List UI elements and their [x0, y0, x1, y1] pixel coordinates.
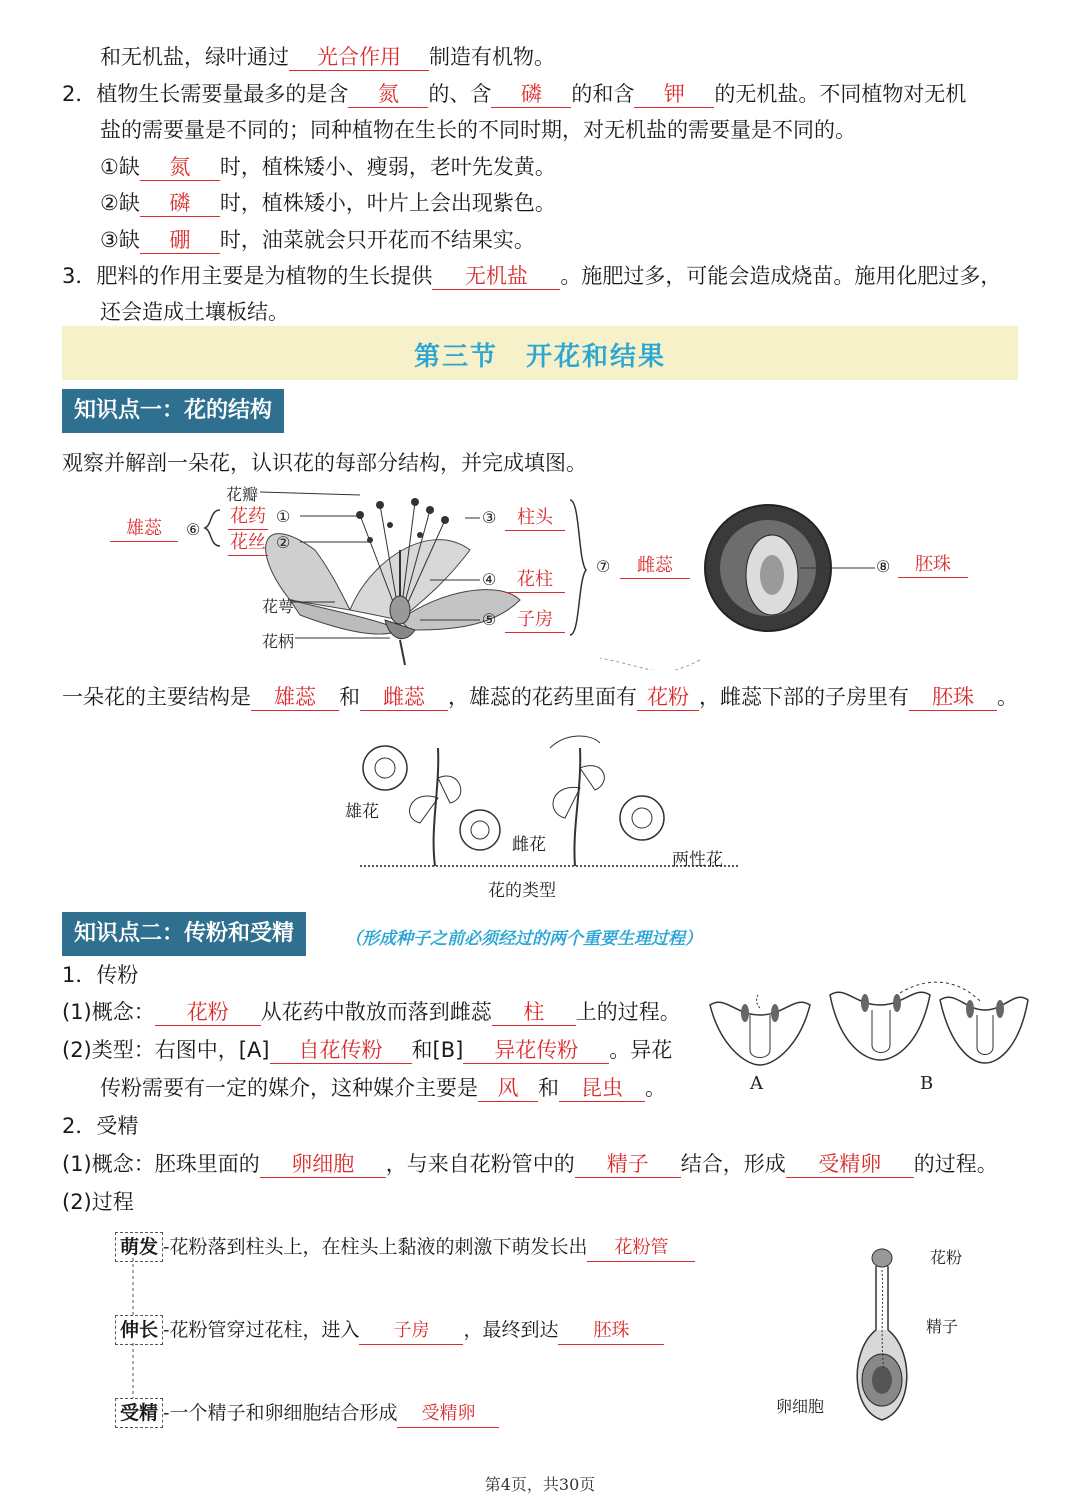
label-egg-cell: 卵细胞 [776, 1397, 825, 1416]
pollination-media: 传粉需要有一定的媒介，这种媒介主要是 风 和 昆虫 。 [100, 1076, 666, 1100]
answer-blank[interactable]: 胚珠 [909, 684, 997, 711]
answer-blank[interactable]: 卵细胞 [260, 1151, 386, 1178]
label-pollen: 花粉 [930, 1248, 963, 1267]
figure-caption: 花的类型 [488, 881, 556, 901]
label-stamen-answer[interactable]: 雄蕊 [110, 517, 178, 542]
answer-blank[interactable]: 花粉 [155, 999, 261, 1026]
step-tag: 受精 [115, 1398, 163, 1428]
answer-blank[interactable]: 无机盐 [432, 263, 560, 290]
label-petal: 花瓣 [226, 485, 259, 504]
label-female-flower: 雌花 [512, 835, 546, 855]
answer-blank[interactable]: 异花传粉 [463, 1037, 609, 1064]
section-banner [62, 326, 1018, 380]
lack-item-3: ③缺 硼 时，油菜就会只开花而不结果实。 [100, 228, 535, 252]
answer-blank[interactable]: 硼 [140, 227, 220, 254]
process-step-elongation: 伸长 -花粉管穿过花柱，进入 子房 ，最终到达 胚珠 [115, 1315, 664, 1345]
label-pistil-answer[interactable]: 雌蕊 [620, 554, 690, 579]
label-male-flower: 雄花 [345, 802, 379, 822]
fertilization-concept: (1)概念：胚珠里面的 卵细胞 ，与来自花粉管中的 精子 结合，形成 受精卵 的过程。 [62, 1152, 998, 1176]
figure-label-a: A [750, 1073, 763, 1094]
label-number-1: ① [276, 507, 291, 526]
label-bisexual-flower: 两性花 [672, 850, 723, 870]
label-stigma-answer[interactable]: 柱头 [505, 506, 565, 531]
section-title: 第三节 开花和结果 [413, 342, 666, 372]
line-inorganic-salt: 和无机盐，绿叶通过 光合作用 制造有机物。 [100, 45, 555, 69]
label-filament-answer[interactable]: 花丝 [228, 531, 268, 556]
question-3: 3．肥料的作用主要是为植物的生长提供 无机盐 。施肥过多，可能会造成烧苗。施用化肥过多， [62, 264, 1002, 288]
answer-blank[interactable]: 柱 [492, 999, 576, 1026]
knowledge-point-2-note: （形成种子之前必须经过的两个重要生理过程） [345, 929, 702, 949]
label-number-2: ② [276, 533, 291, 552]
label-ovary-answer[interactable]: 子房 [505, 608, 565, 633]
label-number-7: ⑦ [596, 557, 611, 576]
label-number-6: ⑥ [186, 520, 201, 539]
answer-blank[interactable]: 受精卵 [786, 1151, 914, 1178]
pollination-types: (2)类型：右图中，[A] 自花传粉 和[B] 异花传粉 。异花 [62, 1038, 673, 1062]
answer-blank[interactable]: 受精卵 [397, 1401, 499, 1428]
answer-blank[interactable]: 氮 [140, 154, 220, 181]
page-footer: 第4页，共30页 [484, 1475, 596, 1494]
knowledge-point-2-badge: 知识点二：传粉和受精 [62, 912, 306, 956]
label-pedicel: 花柄 [262, 632, 295, 651]
question-3-cont: 还会造成土壤板结。 [100, 300, 289, 324]
flower-intro: 观察并解剖一朵花，认识花的每部分结构，并完成填图。 [62, 451, 587, 475]
heading-pollination: 1．传粉 [62, 963, 139, 987]
answer-blank[interactable]: 雄蕊 [251, 684, 339, 711]
flower-summary: 一朵花的主要结构是 雄蕊 和 雌蕊 ，雄蕊的花药里面有 花粉 ，雌蕊下部的子房里有 胚珠 。 [62, 685, 1018, 709]
question-2-cont: 盐的需要量是不同的；同种植物在生长的不同时期，对无机盐的需要量是不同的。 [100, 118, 856, 142]
answer-blank[interactable]: 花粉管 [587, 1235, 695, 1262]
answer-blank[interactable]: 磷 [140, 190, 220, 217]
answer-blank[interactable]: 风 [478, 1075, 538, 1102]
step-tag: 伸长 [115, 1315, 163, 1345]
answer-blank[interactable]: 胚珠 [558, 1318, 664, 1345]
flower-types-figure [350, 728, 750, 898]
step-tag: 萌发 [115, 1232, 163, 1262]
lack-item-1: ①缺 氮 时，植株矮小、瘦弱，老叶先发黄。 [100, 155, 556, 179]
answer-blank[interactable]: 子房 [359, 1318, 463, 1345]
process-step-germination: 萌发 -花粉落到柱头上，在柱头上黏液的刺激下萌发长出 花粉管 [115, 1232, 695, 1262]
answer-blank[interactable]: 自花传粉 [270, 1037, 412, 1064]
answer-blank[interactable]: 花粉 [637, 684, 699, 711]
label-number-8: ⑧ [876, 557, 891, 576]
heading-process: (2)过程 [62, 1190, 134, 1214]
label-number-3: ③ [482, 508, 497, 527]
label-anther-answer[interactable]: 花药 [228, 505, 268, 530]
label-number-4: ④ [482, 570, 497, 589]
label-number-5: ⑤ [482, 610, 497, 629]
pollination-figure [700, 975, 1030, 1075]
label-receptacle: 花萼 [262, 597, 295, 616]
lack-item-2: ②缺 磷 时，植株矮小，叶片上会出现紫色。 [100, 191, 556, 215]
answer-blank[interactable]: 昆虫 [559, 1075, 645, 1102]
answer-blank[interactable]: 精子 [575, 1151, 681, 1178]
answer-blank[interactable]: 磷 [491, 81, 571, 108]
answer-blank[interactable]: 雌蕊 [360, 684, 448, 711]
label-sperm: 精子 [926, 1317, 959, 1336]
question-2: 2．植物生长需要量最多的是含 氮 的、含 磷 的和含 钾 的无机盐。不同植物对无机 [62, 82, 967, 106]
fertilization-figure [840, 1240, 940, 1430]
label-style-answer[interactable]: 花柱 [505, 568, 565, 593]
process-step-fertilization: 受精 -一个精子和卵细胞结合形成 受精卵 [115, 1398, 499, 1428]
answer-blank[interactable]: 钾 [634, 81, 714, 108]
figure-label-b: B [920, 1073, 934, 1094]
knowledge-point-1-badge: 知识点一：花的结构 [62, 389, 284, 433]
pollination-concept: (1)概念： 花粉 从花药中散放而落到雌蕊 柱 上的过程。 [62, 1000, 681, 1024]
label-ovule-answer[interactable]: 胚珠 [898, 553, 968, 578]
answer-blank[interactable]: 光合作用 [289, 44, 429, 71]
answer-blank[interactable]: 氮 [348, 81, 428, 108]
heading-fertilization: 2．受精 [62, 1114, 139, 1138]
